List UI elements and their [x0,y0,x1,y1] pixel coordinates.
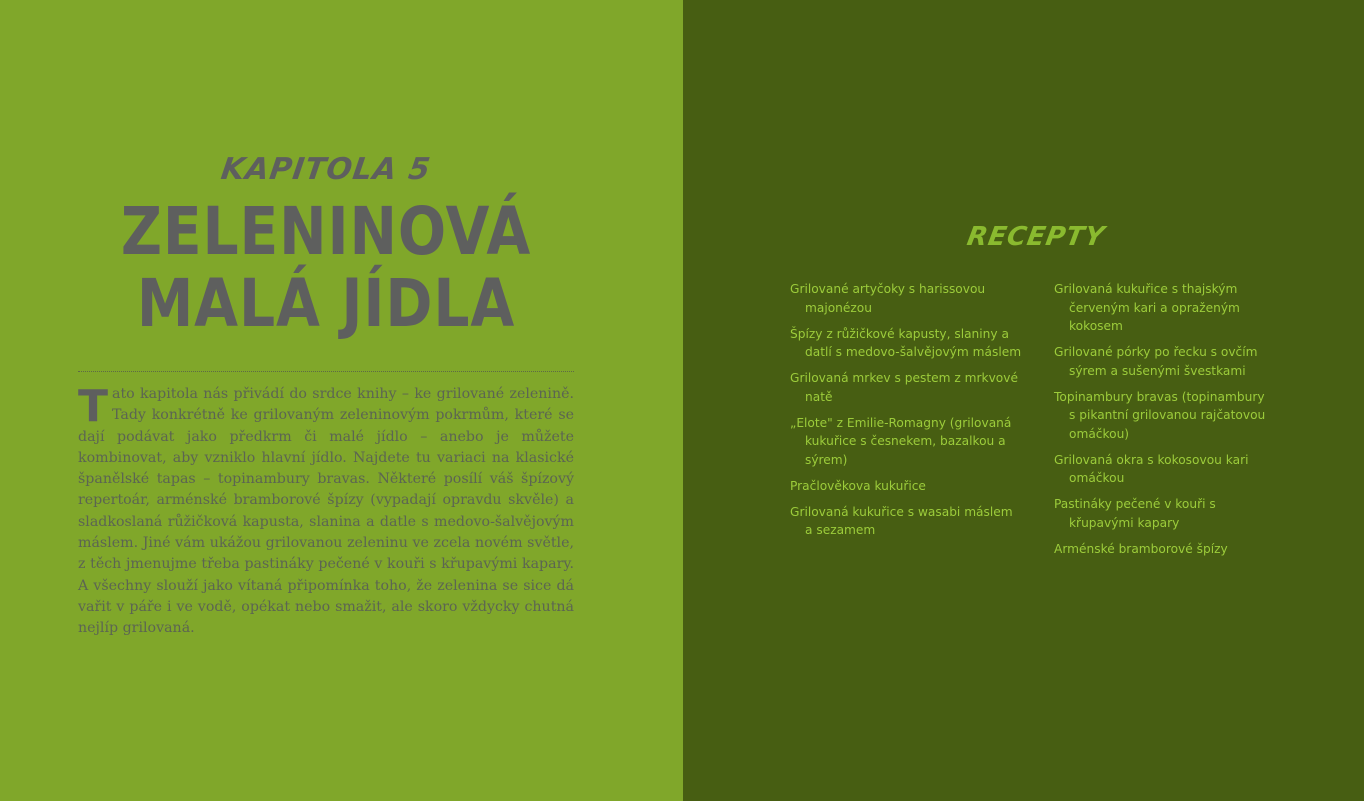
chapter-title [46,193,607,342]
intro-text: ato kapitola nás přivádí do srdce knihy – ke grilované zelenině. Tady konkrétně ke grilovaným zeleninovým pokrmům, které se dají podávat jako předkrm či malé jídlo – anebo je můžete kombinovat, aby vzniklo hlavní jídlo. Najdete tu variaci na klasické španělské tapas – topinambury bravas. Některé posílí váš špízový repertoár, arménské bramborové špízy (vypadají opravdu skvěle) a sladkoslaná růžičková kapusta, slanina a datle s medovo-šalvějovým máslem. Jiné vám ukážou grilovanou zeleninu ve zcela novém světle, z těch jmenujme třeba pastináky pečené v kouři s křupavými kapary. A všechny slouží jako vítaná připomínka toho, že zelenina se sice dá vařit v páře i ve vodě, opékat nebo smažit, ale skoro vždycky chutná nejlíp grilovaná. [78,386,574,637]
recipe-item: Topinambury bravas (topinambury s pikantní grilovanou rajčatovou omáčkou) [1054,389,1266,441]
recipe-item: Pastináky pečené v kouři s křupavými kapary [1054,497,1216,530]
chapter-label: KAPITOLA 5 [218,152,434,187]
recipe-item: Grilované artyčoky s harissovou majonézou [790,282,986,315]
recipe-item: Grilované pórky po řecku s ovčím sýrem a sušenými švestkami [1054,345,1258,378]
recipe-item: „Elote" z Emilie-Romagny (grilovaná kukuřice s česnekem, bazalkou a sýrem) [790,415,1012,467]
drop-cap: T [78,381,109,432]
recipe-list-column-1 [790,280,1022,547]
recipe-item: Pračlověkova kukuřice [790,478,926,493]
recipe-item: Špízy z růžičkové kapusty, slaniny a datlí s medovo-šalvějovým máslem [790,326,1022,359]
recipe-item: Grilovaná kukuřice s wasabi máslem a sezamem [790,504,1013,537]
recipe-item: Grilovaná mrkev s pestem z mrkvové natě [790,371,1018,404]
chapter-title-line-1: ZELENINOVÁ [120,193,532,270]
recipe-item: Grilovaná okra s kokosovou kari omáčkou [1054,452,1249,485]
recipe-list-column-2 [1054,280,1274,566]
intro-paragraph [78,381,574,640]
dotted-divider [78,371,574,372]
recipe-item: Grilovaná kukuřice s thajským červeným kari a opraženým kokosem [1054,282,1240,333]
chapter-title-line-2: MALÁ JÍDLA [136,265,516,342]
recipes-heading: RECEPTY [964,222,1108,252]
recipe-item: Arménské bramborové špízy [1054,541,1228,556]
